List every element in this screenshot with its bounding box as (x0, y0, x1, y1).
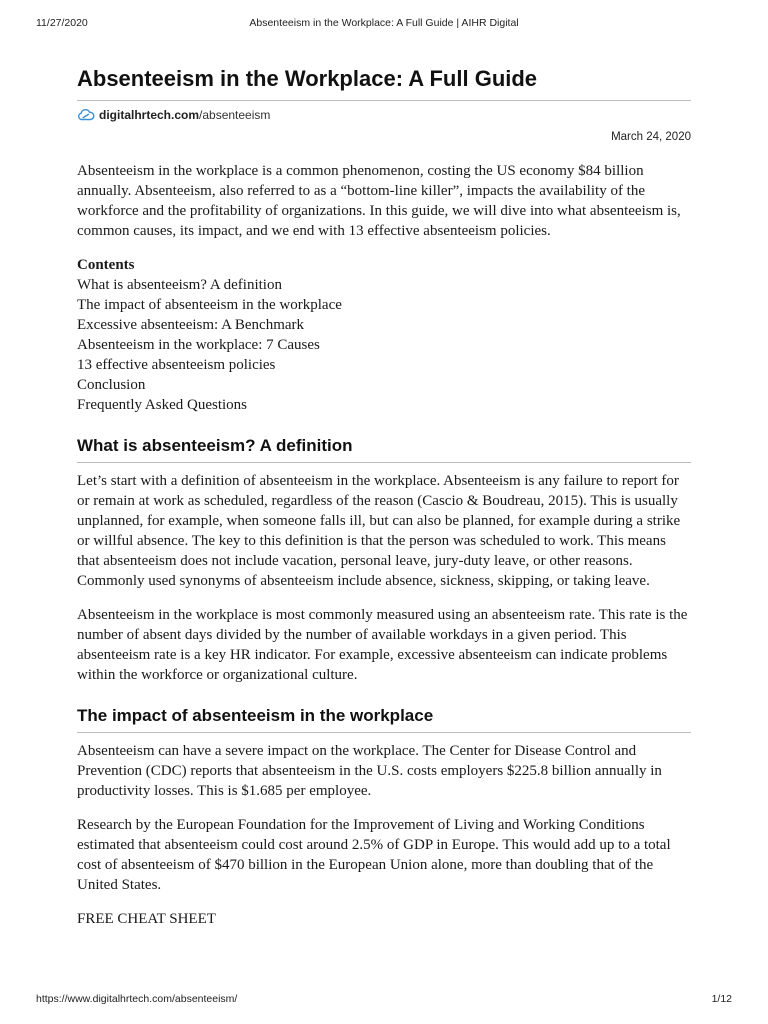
article (77, 64, 691, 929)
section-heading-definition: What is absenteeism? A definition (77, 434, 691, 463)
absenteeism-rate-paragraph: Absenteeism in the workplace is most commonly measured using an absenteeism rate. This rate is the number of absent days divided by the number of available workdays in a given period. This absenteeism rate is a key HR indicator. For example, excessive absenteeism can indicate problems within the workforce or organizational culture. (77, 607, 688, 683)
contents-link[interactable]: Absenteeism in the workplace: 7 Causes (77, 337, 320, 353)
intro-paragraph: Absenteeism in the workplace is a common phenomenon, costing the US economy $84 billion annually. Absenteeism, also referred to as a “bottom-line killer”, impacts the availability of the workforce and the profitability of organizations. In this guide, we will dive into what absenteeism is, common causes, its impact, and we end with 13 effective absenteeism policies. (77, 163, 681, 239)
eu-cost-paragraph: Research by the European Foundation for the Improvement of Living and Working Conditions estimated that absenteeism could cost around 2.5% of GDP in Europe. This would add up to a total cost of absenteeism of $470 billion in the European Union alone, more than doubling that of the United States. (77, 817, 671, 893)
contents-link[interactable]: Conclusion (77, 377, 146, 393)
print-date: 11/27/2020 (36, 17, 88, 29)
article-title: Absenteeism in the Workplace: A Full Guide (77, 64, 691, 101)
published-date: March 24, 2020 (611, 131, 691, 143)
contents-link[interactable]: The impact of absenteeism in the workplace (77, 297, 342, 313)
source-domain[interactable]: digitalhrtech.com (99, 108, 200, 122)
contents-link[interactable]: What is absenteeism? A definition (77, 277, 282, 293)
print-footer (36, 993, 732, 1005)
cheat-sheet-label: FREE CHEAT SHEET (77, 911, 216, 927)
page-number: 1/12 (711, 993, 732, 1005)
print-page-title: Absenteeism in the Workplace: A Full Guide | AIHR Digital (249, 17, 519, 29)
contents-link[interactable]: Excessive absenteeism: A Benchmark (77, 317, 305, 333)
contents-link[interactable]: Frequently Asked Questions (77, 397, 247, 413)
cdc-cost-paragraph: Absenteeism can have a severe impact on the workplace. The Center for Disease Control and Prevention (CDC) reports that absenteeism in the U.S. costs employers $225.8 billion annually in productivity losses. This is $1.685 per employee. (77, 743, 662, 799)
contents-link[interactable]: 13 effective absenteeism policies (77, 357, 276, 373)
definition-paragraph: Let’s start with a definition of absenteeism in the workplace. Absenteeism is any failure to report for or remain at work as scheduled, regardless of the reason (Cascio & Boudreau, 2015). This is usually unplanned, for example, when someone falls ill, but can also be planned, for example during a strike or willful absence. The key to this definition is that the person was scheduled to work. This means that absenteeism does not include vacation, personal leave, jury-duty leave, or other reasons. Commonly used synonyms of absenteeism include absence, sickness, skipping, or taking leave. (77, 473, 681, 589)
section-heading-impact: The impact of absenteeism in the workplace (77, 704, 691, 733)
cloud-link-icon (77, 108, 95, 122)
table-of-contents (77, 255, 691, 415)
source-link[interactable] (77, 106, 691, 124)
print-header (36, 17, 732, 29)
contents-title: Contents (77, 257, 135, 273)
print-url: https://www.digitalhrtech.com/absenteeism/ (36, 993, 238, 1005)
source-path[interactable]: /absenteeism (199, 108, 271, 122)
